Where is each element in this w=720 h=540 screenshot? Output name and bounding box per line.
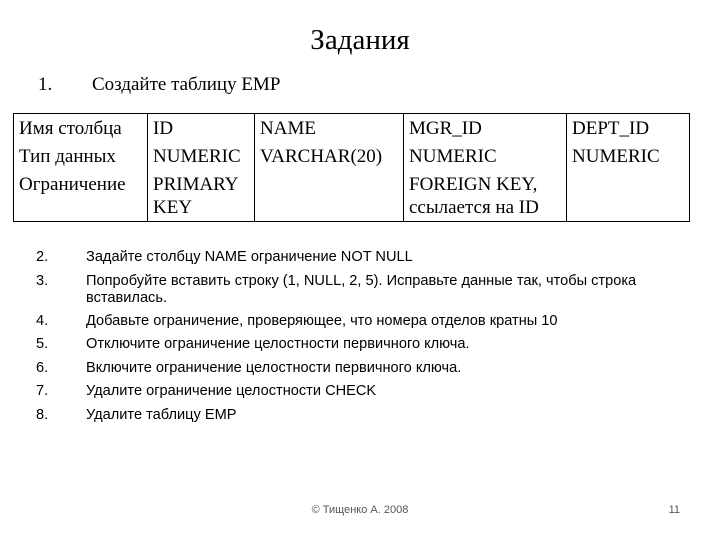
table-cell: Ограничение	[19, 174, 126, 195]
task-number: 5.	[36, 336, 49, 352]
slide-title: Задания	[310, 24, 410, 56]
list-item	[0, 270, 646, 310]
task-1-number: 1.	[38, 74, 53, 95]
table-cell: FOREIGN KEY, ссылается на ID	[404, 170, 567, 222]
list-item	[0, 380, 720, 404]
table-cell: PRIMARY KEY	[148, 170, 255, 222]
table-row	[14, 142, 690, 170]
task-text: Добавьте ограничение, проверяющее, что номера отделов кратны 10	[86, 312, 558, 329]
list-item	[0, 357, 720, 381]
table-cell: Тип данных	[19, 146, 116, 167]
table-cell: DEPT_ID	[567, 114, 690, 143]
page-number: 11	[668, 504, 680, 516]
task-list	[0, 246, 720, 427]
copyright-footer: © Тищенко А. 2008	[311, 504, 409, 516]
table-cell: NUMERIC	[404, 142, 567, 170]
task-number: 4.	[36, 312, 49, 329]
task-number: 6.	[36, 359, 49, 376]
table-cell: MGR_ID	[404, 114, 567, 143]
emp-table-spec	[13, 113, 690, 222]
list-item	[0, 246, 720, 270]
table-cell: ID	[148, 114, 255, 143]
table-cell	[255, 170, 404, 222]
table-cell	[567, 170, 690, 222]
task-number: 7.	[36, 383, 49, 399]
table-row	[14, 170, 690, 222]
task-text: Задайте столбцу NAME ограничение NOT NULL	[86, 249, 413, 265]
table-cell: NAME	[255, 114, 404, 143]
table-cell: NUMERIC	[148, 142, 255, 170]
task-text: Попробуйте вставить строку (1, NULL, 2, 5). Исправьте данные так, чтобы строка вставилась.	[86, 272, 637, 306]
table-cell: VARCHAR(20)	[255, 142, 404, 170]
task-text: Удалите таблицу EMP	[86, 406, 237, 423]
task-number: 8.	[36, 406, 49, 423]
table-row	[14, 114, 690, 143]
list-item	[0, 333, 720, 357]
table-cell: NUMERIC	[567, 142, 690, 170]
task-1-text: Создайте таблицу EMP	[92, 74, 281, 95]
task-number: 2.	[36, 249, 49, 265]
list-item	[0, 310, 720, 334]
task-text: Отключите ограничение целостности первичного ключа.	[86, 336, 470, 352]
task-number: 3.	[36, 272, 49, 289]
list-item	[0, 404, 720, 428]
table-cell: Имя столбца	[19, 118, 122, 139]
task-text: Удалите ограничение целостности CHECK	[86, 383, 377, 399]
task-text: Включите ограничение целостности первичного ключа.	[86, 359, 462, 376]
